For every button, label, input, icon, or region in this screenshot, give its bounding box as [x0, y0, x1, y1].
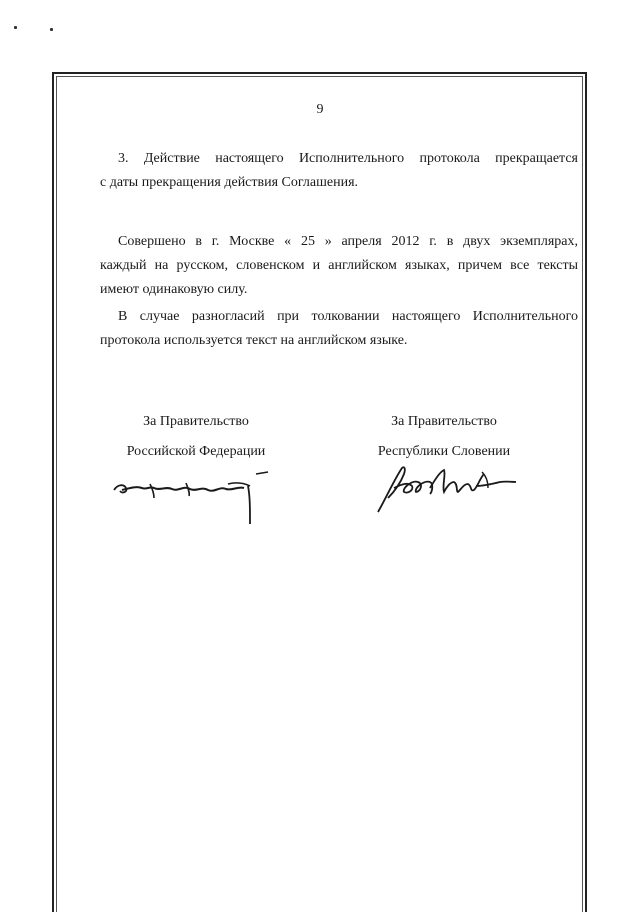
- signatory-line: Республики Словении: [377, 444, 511, 459]
- paragraph-line: протокола используется текст на английском языке.: [100, 333, 408, 348]
- paragraph-divergence: [100, 305, 578, 353]
- paragraph-line: В случае разногласий при толковании настоящего Исполнительного: [118, 309, 578, 324]
- signatory-line: Российской Федерации: [126, 444, 266, 459]
- signatory-slovenia: [344, 410, 544, 464]
- paragraph-termination: [100, 147, 578, 195]
- signatory-line: За Правительство: [143, 414, 249, 429]
- paragraph-line: каждый на русском, словенском и английском языках, причем все тексты: [100, 258, 578, 273]
- paragraph-line: имеют одинаковую силу.: [100, 282, 248, 297]
- paragraph-line: Совершено в г. Москве « 25 » апреля 2012 г. в двух экземплярах,: [118, 234, 578, 249]
- scan-speck: [50, 28, 53, 31]
- signatory-line: За Правительство: [391, 414, 497, 429]
- paragraph-line: с даты прекращения действия Соглашения.: [100, 175, 359, 190]
- paragraph-done-at: [100, 230, 578, 302]
- scan-speck: [14, 26, 17, 29]
- signature-slovenia: [372, 458, 522, 518]
- paragraph-line: 3. Действие настоящего Исполнительного протокола прекращается: [118, 151, 578, 166]
- signatory-russia: [96, 410, 296, 464]
- page-number: 9: [316, 102, 324, 117]
- signature-russia: [110, 466, 280, 528]
